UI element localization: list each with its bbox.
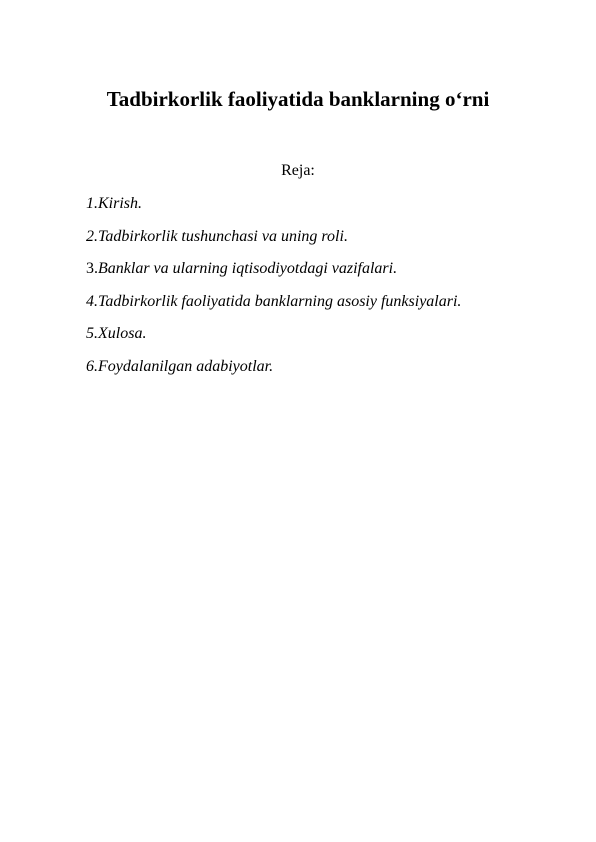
list-item-text: Tadbirkorlik faoliyatida banklarning asosiy funksiyalari. — [98, 292, 462, 310]
list-item-text: Tadbirkorlik tushunchasi va uning roli. — [98, 227, 348, 245]
list-item-number: 6. — [86, 357, 98, 375]
list-item — [86, 324, 461, 344]
list-item-text: Foydalanilgan adabiyotlar. — [98, 357, 274, 375]
list-item — [86, 259, 461, 279]
list-item — [86, 357, 461, 377]
list-item-number: 3. — [86, 260, 98, 277]
list-item-text: Xulosa. — [98, 325, 147, 342]
list-item — [86, 194, 461, 214]
list-item-text: Kirish. — [98, 195, 143, 212]
plan-list — [86, 194, 461, 389]
list-item-number: 4. — [86, 292, 98, 310]
list-item-number: 2. — [86, 227, 98, 245]
list-item-number: 1. — [86, 195, 98, 212]
list-item-number: 5. — [86, 325, 98, 342]
list-item-text: Banklar va ularning iqtisodiyotdagi vazifalari. — [98, 260, 398, 277]
plan-heading: Reja: — [281, 162, 315, 179]
document-title: Tadbirkorlik faoliyatida banklarning o‘rni — [106, 87, 490, 111]
list-item — [86, 292, 461, 312]
list-item — [86, 227, 461, 247]
